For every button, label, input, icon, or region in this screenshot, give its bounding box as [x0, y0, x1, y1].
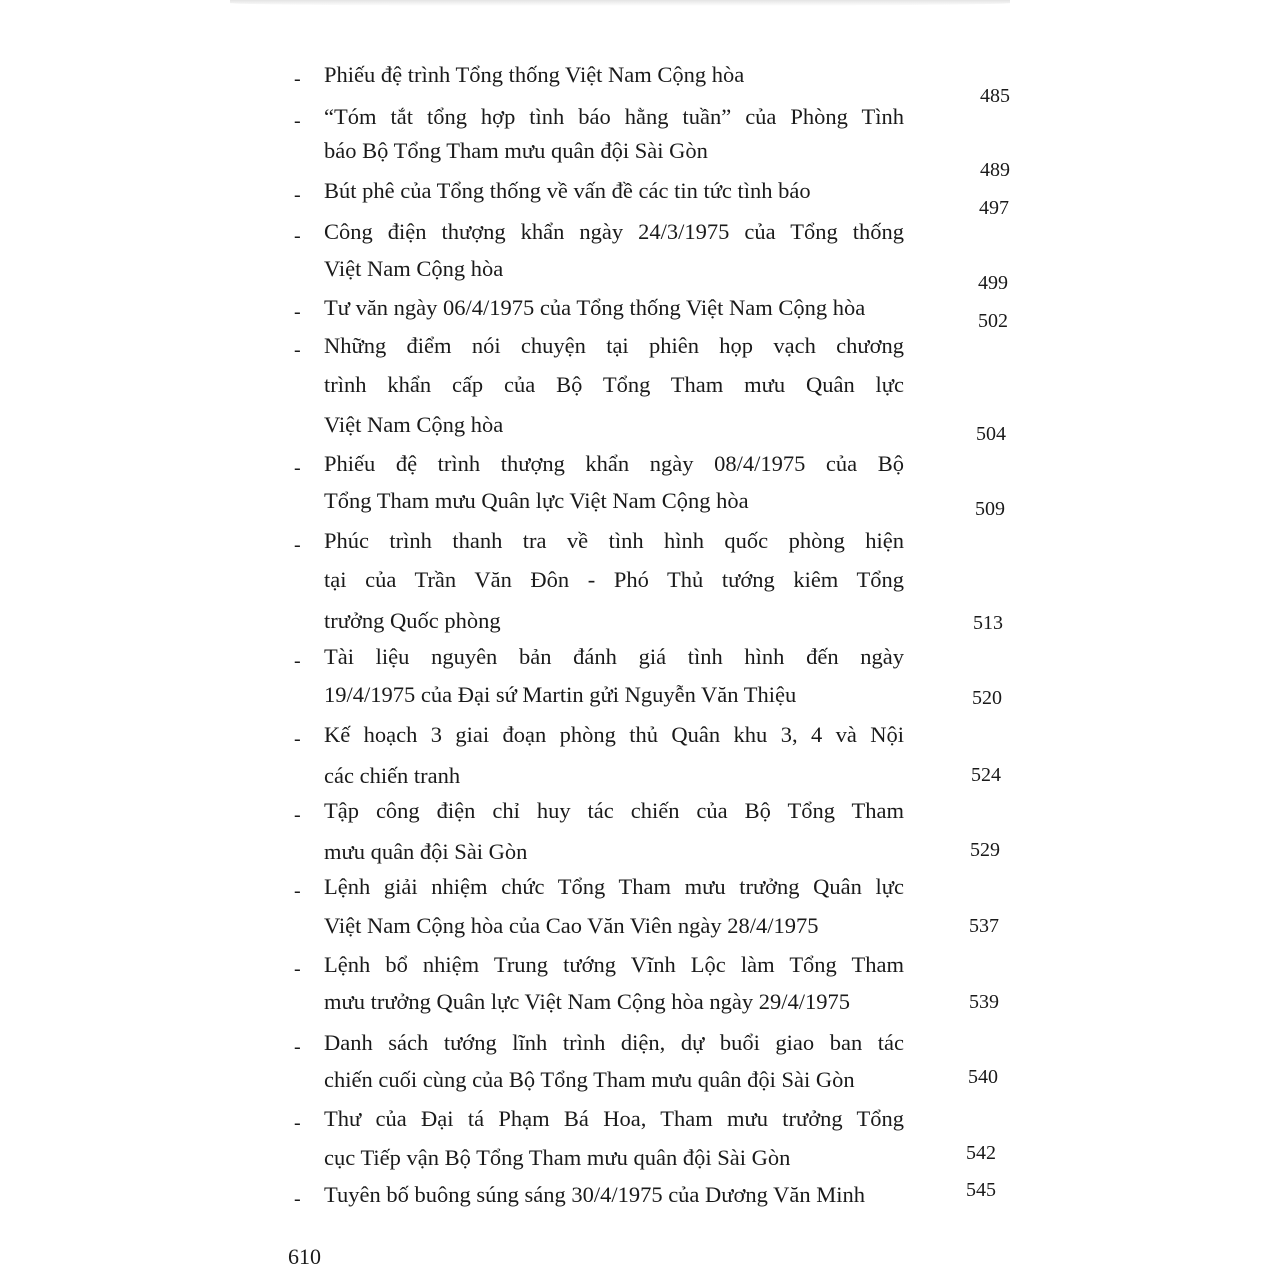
toc-entry-line: Lệnh bổ nhiệm Trung tướng Vĩnh Lộc làm Tổng Tham — [324, 952, 904, 977]
toc-entry-line: “Tóm tắt tổng hợp tình báo hằng tuần” của Phòng Tình — [324, 104, 904, 129]
toc-entry-line: Tuyên bố buông súng sáng 30/4/1975 của Dương Văn Minh — [324, 1182, 865, 1207]
toc-page-number: 542 — [966, 1142, 996, 1164]
bullet-dash: - — [294, 225, 301, 247]
toc-entry-line: Bút phê của Tổng thống về vấn đề các tin tức tình báo — [324, 178, 811, 203]
toc-page-number: 489 — [980, 159, 1010, 181]
toc-entry-line: Thư của Đại tá Phạm Bá Hoa, Tham mưu trưởng Tổng — [324, 1106, 904, 1131]
bullet-dash: - — [294, 339, 301, 361]
toc-entry-line: Tư văn ngày 06/4/1975 của Tổng thống Việt Nam Cộng hòa — [324, 295, 866, 320]
toc-entry-line: mưu quân đội Sài Gòn — [324, 839, 528, 864]
toc-entry-line: Những điểm nói chuyện tại phiên họp vạch chương — [324, 333, 904, 358]
toc-page-number: 529 — [970, 839, 1000, 861]
bullet-dash: - — [294, 301, 301, 323]
toc-entry-line: Công điện thượng khẩn ngày 24/3/1975 của Tổng thống — [324, 219, 904, 244]
toc-entry-line: Danh sách tướng lĩnh trình diện, dự buổi giao ban tác — [324, 1030, 904, 1055]
toc-page-number: 499 — [978, 272, 1008, 294]
toc-entry-line: chiến cuối cùng của Bộ Tổng Tham mưu quân đội Sài Gòn — [324, 1067, 855, 1092]
bullet-dash: - — [294, 958, 301, 980]
toc-page-number: 504 — [976, 423, 1006, 445]
toc-entry-line: trình khẩn cấp của Bộ Tổng Tham mưu Quân lực — [324, 372, 904, 397]
toc-page-number: 520 — [972, 687, 1002, 709]
toc-entry-line: trưởng Quốc phòng — [324, 608, 501, 633]
toc-page-number: 497 — [979, 197, 1009, 219]
toc-page-number: 545 — [966, 1179, 996, 1201]
bullet-dash: - — [294, 110, 301, 132]
bullet-dash: - — [294, 184, 301, 206]
bullet-dash: - — [294, 457, 301, 479]
bullet-dash: - — [294, 534, 301, 556]
toc-page-number: 502 — [978, 310, 1008, 332]
bullet-dash: - — [294, 1112, 301, 1134]
toc-entry-line: Việt Nam Cộng hòa của Cao Văn Viên ngày 28/4/1975 — [324, 913, 819, 938]
toc-page-number: 540 — [968, 1066, 998, 1088]
toc-page-number: 524 — [971, 764, 1001, 786]
toc-page-number: 513 — [973, 612, 1003, 634]
toc-entry-line: mưu trưởng Quân lực Việt Nam Cộng hòa ngày 29/4/1975 — [324, 989, 851, 1014]
bullet-dash: - — [294, 650, 301, 672]
toc-entry-line: Phiếu đệ trình Tổng thống Việt Nam Cộng hòa — [324, 62, 745, 87]
footer-page-number: 610 — [288, 1244, 321, 1269]
toc-entry-line: tại của Trần Văn Đôn - Phó Thủ tướng kiêm Tổng — [324, 567, 904, 592]
toc-entry-line: cục Tiếp vận Bộ Tổng Tham mưu quân đội Sài Gòn — [324, 1145, 791, 1170]
toc-page-number: 537 — [969, 915, 999, 937]
toc-entry-line: Tổng Tham mưu Quân lực Việt Nam Cộng hòa — [324, 488, 749, 513]
bullet-dash: - — [294, 1188, 301, 1210]
toc-entry-line: Lệnh giải nhiệm chức Tổng Tham mưu trưởng Quân lực — [324, 874, 904, 899]
toc-entry-line: Phiếu đệ trình thượng khẩn ngày 08/4/1975 của Bộ — [324, 451, 904, 476]
toc-page-number: 509 — [975, 498, 1005, 520]
toc-entry-line: Kế hoạch 3 giai đoạn phòng thủ Quân khu 3, 4 và Nội — [324, 722, 904, 747]
bullet-dash: - — [294, 1036, 301, 1058]
toc-entry-line: Tài liệu nguyên bản đánh giá tình hình đến ngày — [324, 644, 904, 669]
toc-entry-line: Việt Nam Cộng hòa — [324, 412, 504, 437]
bullet-dash: - — [294, 804, 301, 826]
bullet-dash: - — [294, 728, 301, 750]
bullet-dash: - — [294, 880, 301, 902]
toc-entry-line: 19/4/1975 của Đại sứ Martin gửi Nguyễn Văn Thiệu — [324, 682, 797, 707]
toc-page-number: 485 — [980, 85, 1010, 107]
toc-entry-line: Phúc trình thanh tra về tình hình quốc phòng hiện — [324, 528, 904, 553]
toc-entry-line: báo Bộ Tổng Tham mưu quân đội Sài Gòn — [324, 138, 708, 163]
toc-entry-line: Việt Nam Cộng hòa — [324, 256, 504, 281]
bullet-dash: - — [294, 68, 301, 90]
toc-page-number: 539 — [969, 991, 999, 1013]
toc-entry-line: Tập công điện chỉ huy tác chiến của Bộ Tổng Tham — [324, 798, 904, 823]
toc-entry-line: các chiến tranh — [324, 763, 461, 788]
page-edge-shadow — [230, 0, 1010, 6]
